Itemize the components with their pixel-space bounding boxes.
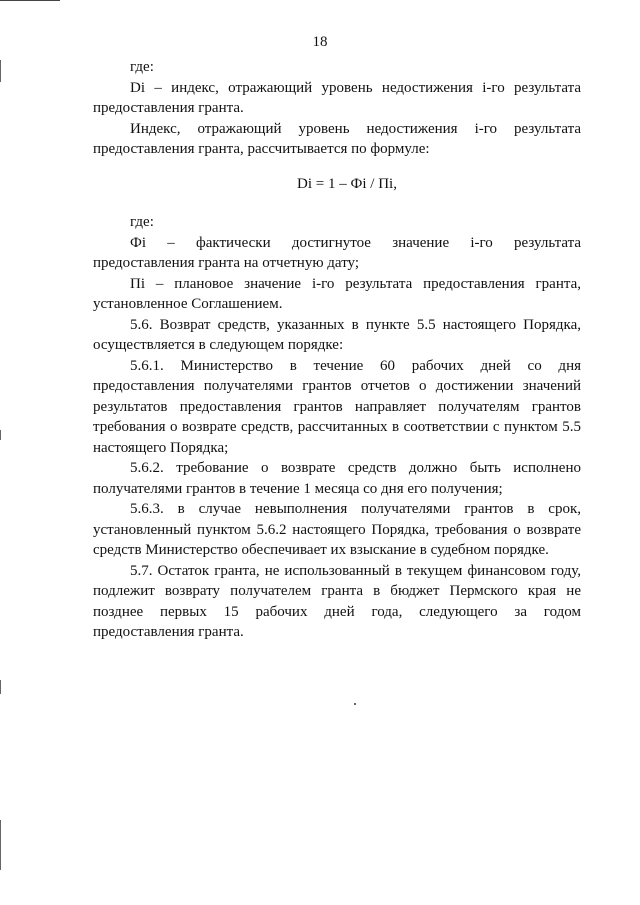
paragraph-5-6: 5.6. Возврат средств, указанных в пункте 5.5 настоящего Порядка, осуществляется в следующем порядке:: [93, 316, 581, 353]
paragraph-index-calculation: Индекс, отражающий уровень недостижения i-го результата предоставления гранта, рассчитывается по формуле:: [93, 120, 581, 157]
paragraph-where: где:: [130, 214, 154, 230]
scan-edge-line: [0, 0, 60, 1]
paragraph-5-6-1: 5.6.1. Министерство в течение 60 рабочих дней со дня предоставления получателями грантов отчетов о достижении значений результатов предоставления грантов направляет получателям грантов требования о возврате средств, рассчитанных в соответствии с пунктом 5.5 настоящего Порядка;: [93, 357, 581, 456]
paragraph-5-6-3: 5.6.3. в случае невыполнения получателями грантов в срок, установленный пунктом 5.6.2 настоящего Порядка, требования о возврате средств Министерство обеспечивает их взыскание в судебном порядке.: [93, 501, 581, 558]
scan-speck: [354, 703, 356, 705]
page-number: 18: [312, 34, 328, 50]
paragraph-fi-definition: Фi – фактически достигнутое значение i-го результата предоставления гранта на отчетную дату;: [93, 234, 581, 271]
paragraph-pi-definition: Пi – плановое значение i-го результата предоставления гранта, установленное Соглашением.: [93, 275, 581, 312]
margin-mark: [0, 820, 1, 870]
paragraph-5-6-2: 5.6.2. требование о возврате средств должно быть исполнено получателями грантов в течение 1 месяца со дня его получения;: [93, 460, 581, 497]
document-body: [93, 57, 581, 643]
formula: Di = 1 – Фi / Пi,: [297, 175, 397, 192]
paragraph-5-7: 5.7. Остаток гранта, не использованный в текущем финансовом году, подлежит возврату получателем гранта в бюджет Пермского края не позднее первых 15 рабочих дней года, следующего за годом предоставления гранта.: [93, 562, 581, 640]
margin-mark: [0, 60, 1, 82]
margin-mark: [0, 430, 1, 440]
paragraph-where: где:: [130, 59, 154, 75]
margin-mark: [0, 680, 1, 694]
paragraph-di-definition: Di – индекс, отражающий уровень недостижения i-го результата предоставления гранта.: [93, 79, 581, 116]
